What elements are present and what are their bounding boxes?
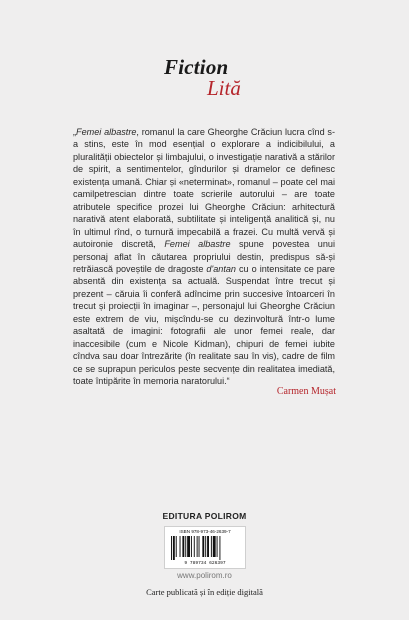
isbn-barcode	[164, 526, 246, 569]
imprint-logo	[0, 55, 409, 105]
back-cover-blurb	[73, 126, 335, 388]
logo-fiction-text: Fiction	[164, 55, 229, 79]
barcode-digits: 9 789734 626397	[184, 561, 226, 566]
barcode-bar	[202, 536, 204, 557]
barcode-bar	[176, 536, 177, 557]
barcode-bars	[171, 536, 239, 560]
logo-lita-text: Lită	[207, 76, 241, 100]
barcode-bar	[182, 536, 184, 557]
barcode-bar	[197, 536, 198, 557]
digital-edition-note: Carte publicată și în ediție digitală	[146, 587, 263, 597]
barcode-bar	[199, 536, 200, 557]
isbn-number: ISBN 978-973-46-2639-7	[179, 529, 231, 534]
blurb-title-ref: Femei albastre	[76, 127, 137, 137]
barcode-bar	[219, 536, 220, 560]
barcode-bar	[185, 536, 186, 557]
barcode-bar	[180, 536, 181, 557]
publisher-name: EDITURA POLIROM	[162, 511, 247, 521]
blurb-text-part-1: , romanul la care Gheorghe Crăciun lucra cînd s-a stins, este în mod esențial o explorare a indicibilului, a pluralității obiectelor și limbajului, o investigație narativă a stărilor de spirit, a sentimentelor, gîndurilor și dramelor ce definesc existența umană. Chiar și «neterminat», romanul – poate cel mai camilpetrescian dintre toate scrierile autorului – are toate atributele specifice prozei lui Gheorghe Crăciun: arhitectură narativă atent elaborată, subtilitate și inteligență analitică și, nu în ultimul rînd, o turnură impecabilă a frazei. Cu multă vervă și autoironie discretă,	[73, 127, 335, 250]
barcode-bar	[194, 536, 195, 557]
blurb-text-part-3: cu o intensitate ce pare absentă din existența sa actuală. Suspendat între trecut și prezent – căruia îi conferă adîncime prin succesive întoarceri în trecut și proiecții în imaginar –, personajul lui Gheorghe Crăciun este extrem de viu, mișcîndu-se cu dezinvoltură într-o lume asaltată de imagini: fotografii ale unor femei reale, dar inaccesibile (cum e Nicole Kidman), chipuri de femei iubite cîndva sau doar întrezărite (în realitate sau în vis), cadre de film ce se suprapun periculos peste secvențe din realitatea imediată, toate întipărite în memoria naratorului.“	[73, 263, 335, 387]
barcode-bar	[205, 536, 206, 557]
blurb-title-ref-2: Femei albastre	[164, 239, 231, 250]
barcode-bar	[207, 536, 209, 557]
blurb-text-part-2: spune povestea unui personaj aflat în căutarea propriului destin, predispus să-și retrăiască poveștile de dragoste	[73, 239, 335, 274]
barcode-bar	[173, 536, 175, 560]
blurb-author-signature: Carmen Mușat	[276, 386, 336, 397]
blurb-italic-phrase: d'antan	[206, 263, 236, 274]
barcode-bar	[187, 536, 190, 557]
barcode-bar	[213, 536, 216, 557]
barcode-bar	[217, 536, 218, 557]
publisher-website: www.polirom.ro	[177, 571, 232, 580]
barcode-bar	[191, 536, 192, 557]
blurb-open-quote: „	[73, 127, 77, 137]
barcode-bar	[171, 536, 172, 560]
barcode-bar	[211, 536, 212, 557]
